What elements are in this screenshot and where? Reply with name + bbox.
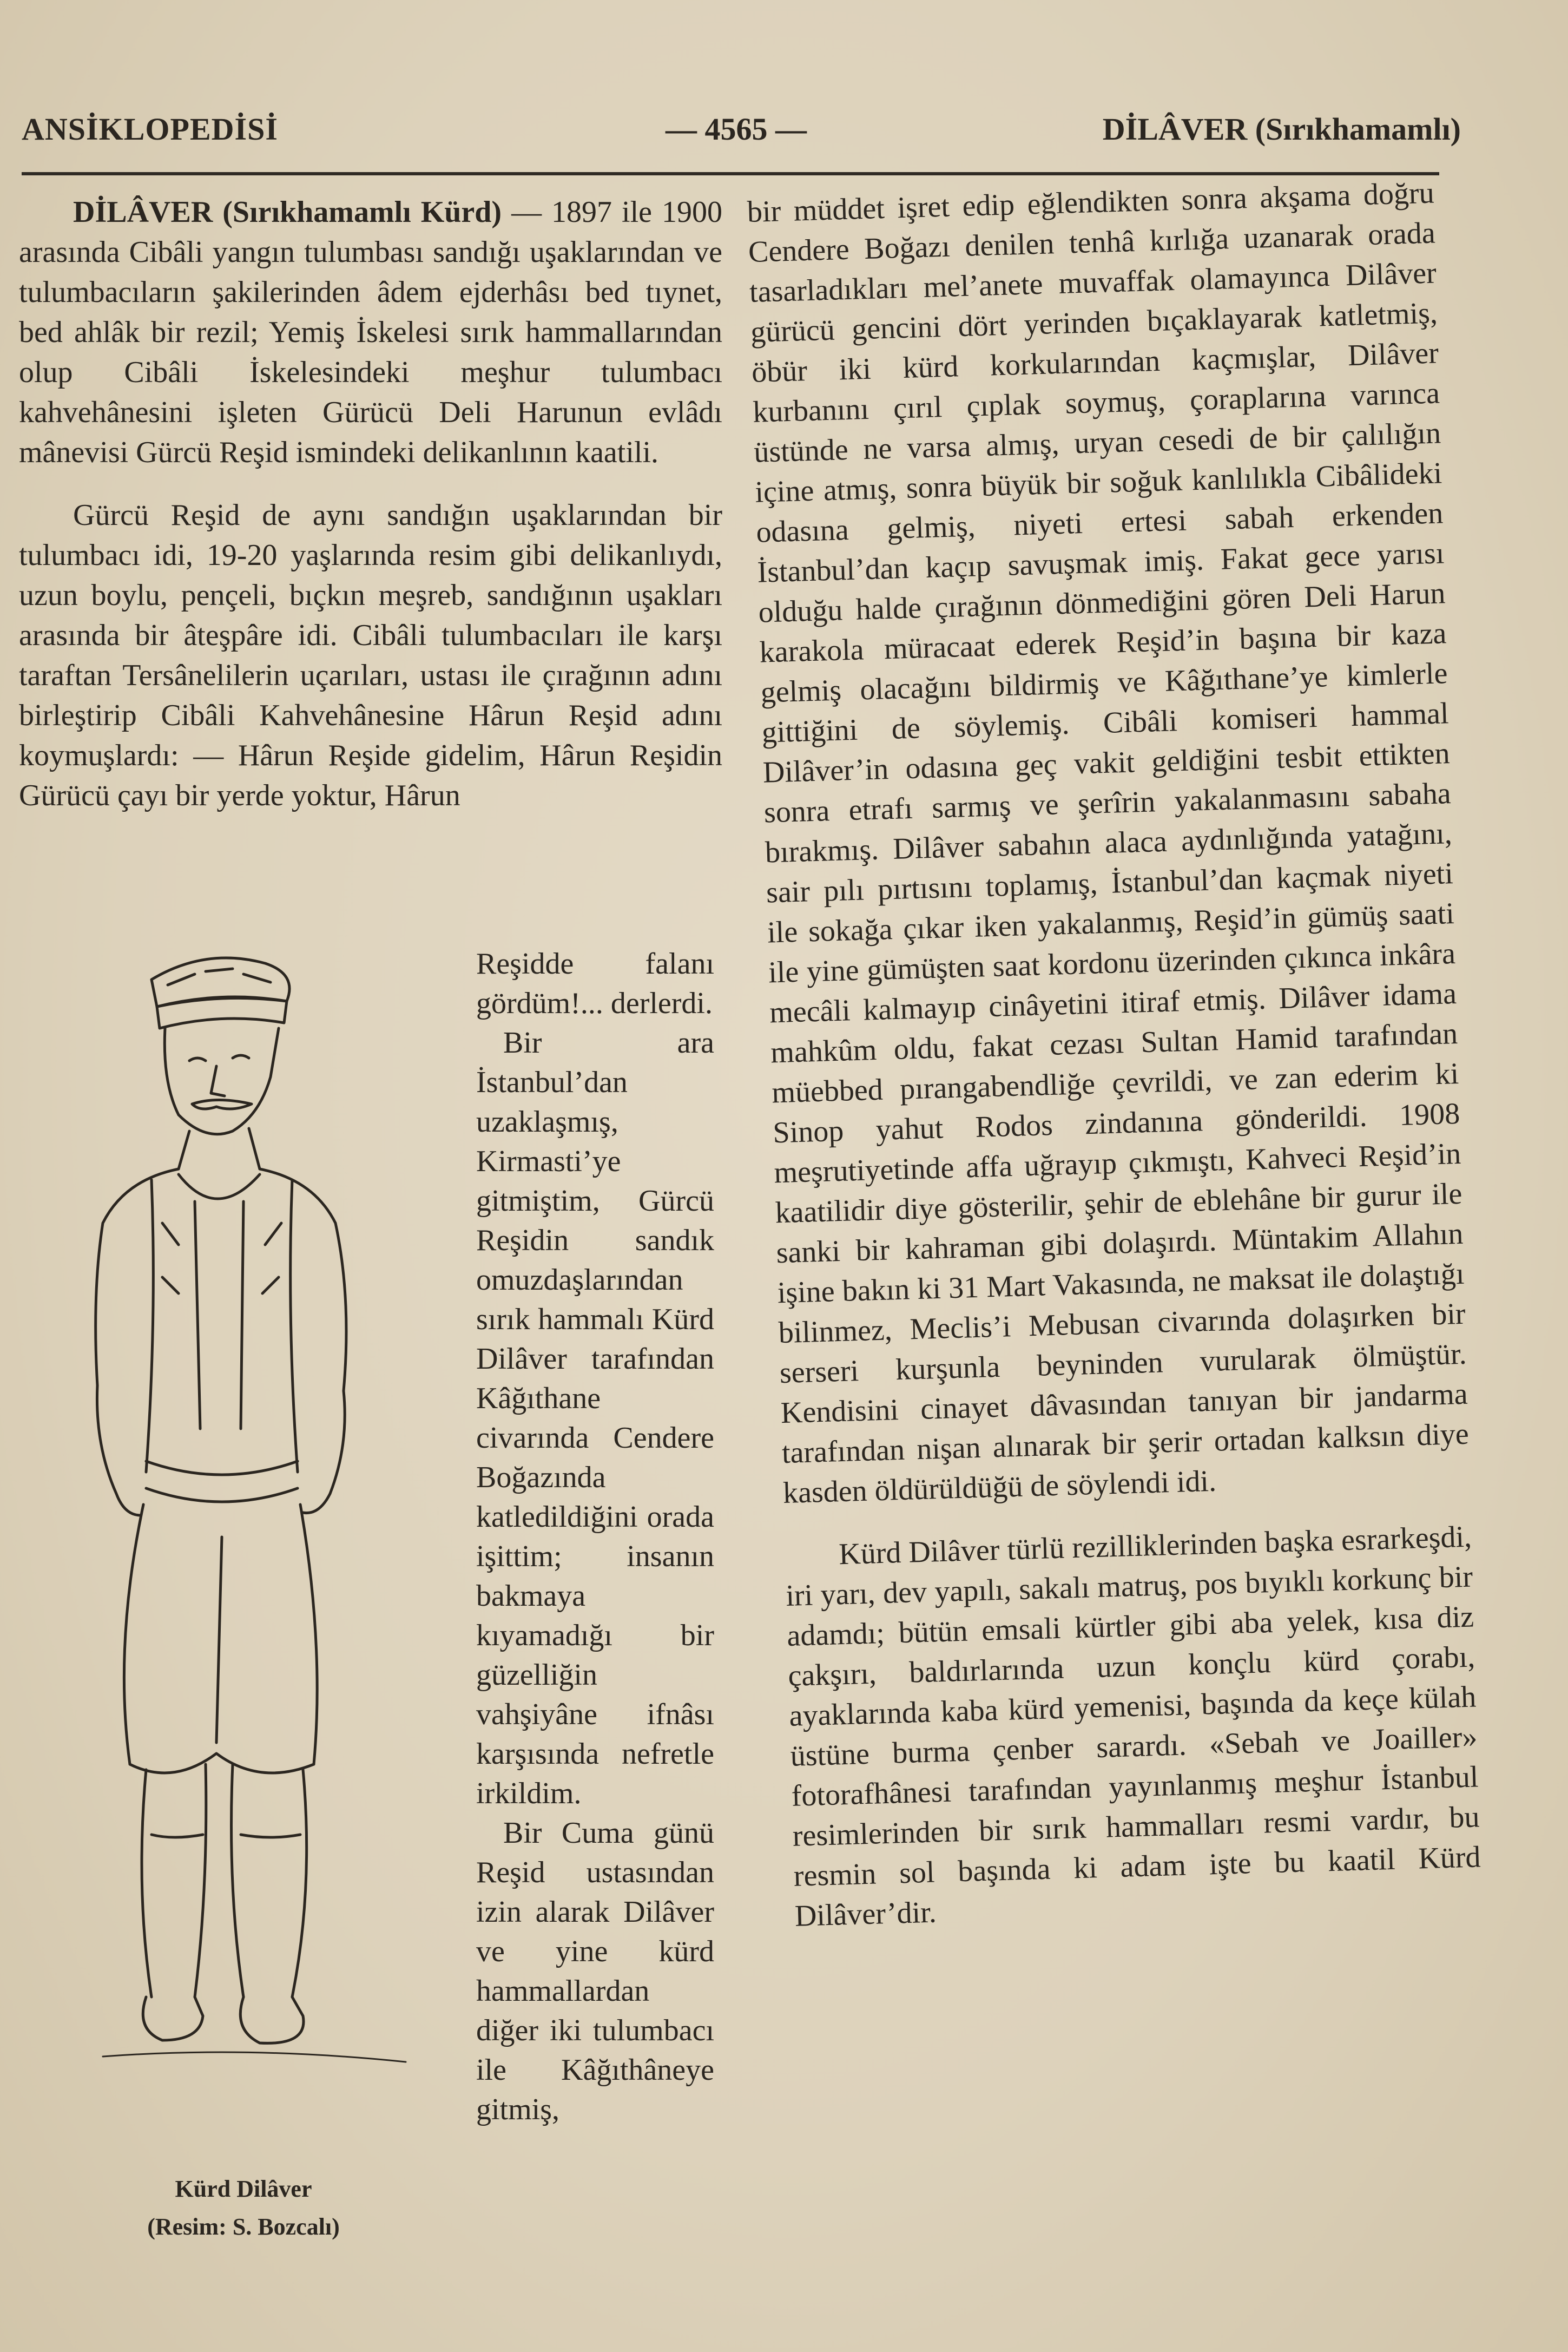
right-paragraph-2: Kürd Dilâver türlü rezilliklerinden başka esrarkeşdi, iri yarı, dev yapılı, sakalı matruş, pos bıyıklı korkunç bir adamdı; bütün emsali kürtler gibi aba yelek, kısa diz çakşırı, baldırlarında uzun konçlu kürd çorabı, ayaklarında kaba kürd yemenisi, başında da keçe külah üstüne burma çenber sarardı. «Sebah ve Joailler» fotorafhânesi tarafından yayınlanmış meşhur İstanbul resimlerinden bir sırık hammalları resmi vardır, bu resmin sol başında ki adam işte bu kaatil Kürd Dilâver’dir. bbox=[785, 1520, 1481, 1933]
entry-paragraph-3: Bir ara İstanbul’dan uzaklaşmış, Kirmasti’ye gitmiştim, Gürcü Reşidin sandık omuzdaşlarından sırık hammalı Kürd Dilâver tarafından Kâğıthane civarında Cendere Boğazında katledildiğini orada işittim; insanın bakmaya kıyamadığı bir güzelliğin vahşiyâne ifnâsı karşısında nefretle irkildim. bbox=[476, 1026, 714, 1810]
header-rule bbox=[22, 172, 1439, 175]
entry-paragraph-2-end: Reşidde falanı gördüm!... derlerdi. bbox=[476, 947, 714, 1020]
entry-paragraph-1 bbox=[19, 192, 722, 472]
header-entry-title: DİLÂVER (Sırıkhamamlı) bbox=[1102, 111, 1461, 147]
header-encyclopedia-title: ANSİKLOPEDİSİ bbox=[22, 111, 278, 147]
caption-credit: (Resim: S. Bozcalı) bbox=[147, 2213, 340, 2240]
entry-text-1: — 1897 ile 1900 arasında Cibâli yangın tulumbası sandığı uşaklarından ve tulumbacıların şakilerinden âdem ejderhâsı bed tıynet, bed ahlâk bir rezil; Yemiş İskelesi sırık hammallarından olup Cibâli İskelesindeki meşhur tulumbacı kahvehânesini işleten Gürücü Deli Harunun evlâdı mânevisi Gürcü Reşid ismindeki delikanlının kaatili. bbox=[19, 195, 722, 469]
page-number: — 4565 — bbox=[666, 111, 807, 147]
running-head bbox=[22, 111, 1461, 154]
caption-title: Kürd Dilâver bbox=[175, 2176, 312, 2202]
entry-paragraph-2: Gürcü Reşid de aynı sandığın uşaklarından bir tulumbacı idi, 19-20 yaşlarında resim gibi delikanlıydı, uzun boylu, pençeli, bıçkın meşreb, sandığının uşakları arasında bir âteşpâre idi. Cibâli tulumbacıları ile karşı taraftan Tersânelilerin uçarıları, ustası ile çırağının adını birleştirip Cibâli Kahvehânesine Hârun Reşid adını koymuşlardı: — Hârun Reşide gidelim, Hârun Reşidin Gürücü çayı bir yerde yoktur, Hârun bbox=[19, 498, 722, 812]
figure-caption bbox=[70, 2170, 417, 2246]
right-paragraph-1: bir müddet işret edip eğlendikten sonra akşama doğru Cendere Boğazı denilen tenhâ kırlığa uzanarak orada tasarladıkları mel’anete muvaffak olamayınca Dilâver gürücü gencini dört yerinden bıçaklayarak katletmiş, öbür iki kürd korkularından kaçmışlar, Dilâver kurbanını çırıl çıplak soymuş, çoraplarına varınca üstünde ne varsa almış, uryan cesedi de bir çalılığın içine atmış, sonra büyük bir soğuk kanlılıkla Cibâlideki odasına gelmiş, niyeti ertesi sabah erkenden İstanbul’dan kaçıp savuşmak imiş. Fakat gece yarısı olduğu halde çırağının dönmediğini gören Deli Harun karakola müracaat ederek Reşid’in başına bir kaza gelmiş olacağını bildirmiş ve Kâğıthane’ye kimlerle gittiğini de söylemiş. Cibâli komiseri hammal Dilâver’in odasına geç vakit geldiğini tesbit ettikten sonra etrafı sarmış ve şerîrin yakalanmasını sabaha bırakmış. Dilâver sabahın alaca aydınlığında yatağını, sair pılı pırtısını toplamış, İstanbul’dan kaçmak niyeti ile sokağa çıkar iken yakalanmış, Reşid’in gümüş saati ile yine gümüşten saat kordonu üzerinden çıkınca inkâra mecâli kalmayıp cinâyetini itiraf etmiş. Dilâver idama mahkûm oldu, fakat cezası Sultan Hamid tarafından müebbed pırangabendliğe çevrildi, ve zan ederim ki Sinop yahut Rodos zindanına gönderildi. 1908 meşrutiyetinde affa uğrayıp çıkmıştı, Kahveci Reşid’in kaatilidir diye gösterilir, şehir de eblehâne bir gurur ile sanki bir kahraman gibi dolaşırdı. Müntakim Allahın işine bakın ki 31 Mart Vakasında, ne maksat ile dolaştığı bilinmez, Meclis’i Mebusan civarında dolaşırken bir serseri kurşunla beyninden vurularak ölmüştür. Kendisini cinayet dâvasından tanıyan bir jandarma tarafından nişan alınarak bir şerir ortadan kalksın diye kasden öldürüldüğü de söylendi idi. bbox=[747, 176, 1470, 1510]
entry-paragraph-4: Bir Cuma günü Reşid ustasından izin alarak Dilâver ve yine kürd hammallardan diğer iki tulumbacı ile Kâğıthâneye gitmiş, bbox=[476, 1816, 714, 2126]
right-column bbox=[747, 173, 1483, 1936]
left-column bbox=[19, 192, 722, 816]
entry-title: DİLÂVER (Sırıkhamamlı Kürd) bbox=[73, 195, 502, 229]
left-narrow-column bbox=[476, 944, 714, 2130]
portrait-illustration bbox=[70, 942, 449, 2154]
